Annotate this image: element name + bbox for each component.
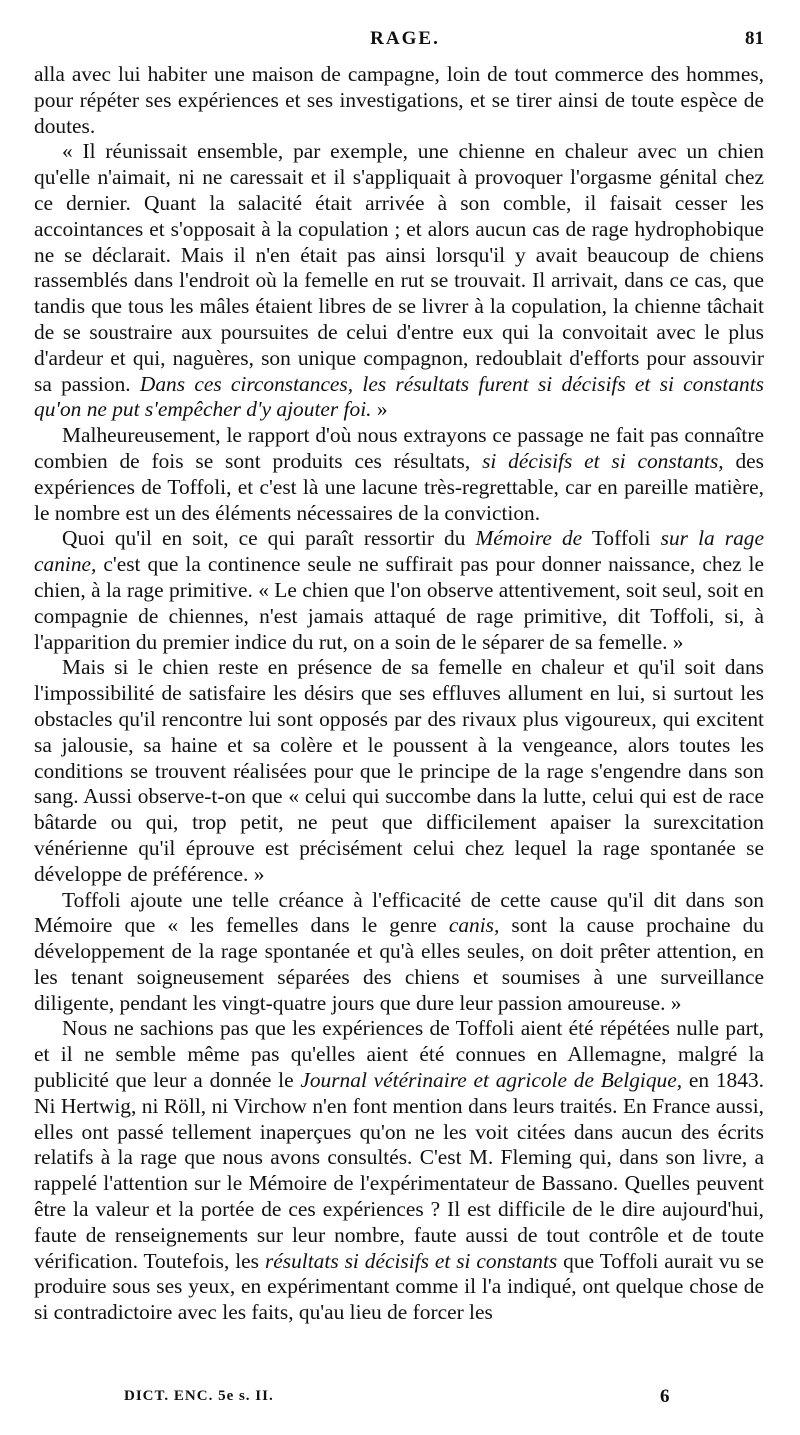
- paragraph-7-emphasis-2: résultats si décisifs et si constants: [264, 1248, 558, 1273]
- paragraph-7-text-b: en 1843. Ni Hertwig, ni Röll, ni Virchow n'en font mention dans leurs traités. En France aussi, elles ont passé tellement inaperçues qu'on ne les voit citées dans aucun des écrits relatifs à la rage que nous avons consultés. C'est M. Fleming qui, dans son livre, a rappelé l'attention sur le Mémoire de l'expérimentateur de Bassano. Quelles peuvent être la valeur et la portée de ces expériences ? Il est difficile de le dire aujourd'hui, faute de renseignements sur leur nombre, faute aussi de tout contrôle et de toute vérification. Toutefois, les: [34, 1068, 764, 1273]
- paragraph-7-emphasis-1: Journal vétérinaire et agricole de Belgique,: [300, 1068, 683, 1093]
- page-footer: [0, 1388, 800, 1414]
- running-title: RAGE.: [370, 28, 440, 49]
- paragraph-7-text-a: Nous ne sachions pas que les expériences de Toffoli aient été répétées nulle part, et il ne semble même pas qu'elles aient été connues en Allemagne, malgré la publicité que leur a donnée le: [34, 1016, 764, 1093]
- paragraph-4: [34, 526, 764, 655]
- paragraph-5: Mais si le chien reste en présence de sa femelle en chaleur et qu'il soit dans l'impossibilité de satisfaire les désirs que ses effluves allument en lui, si surtout les obstacles qu'il rencontre lui sont opposés par des rivaux plus vigoureux, qui excitent sa jalousie, sa haine et sa colère et le poussent à la vengeance, alors toutes les conditions se trouvent réalisées pour que le principe de la rage s'engendre dans son sang. Aussi observe-t-on que « celui qui succombe dans la lutte, celui qui est de race bâtarde ou qui, trop petit, ne peut que difficilement apaiser la surexcitation vénérienne qu'il éprouve est précisément celui chez lequel la rage spontanée se développe de préférence. »: [34, 655, 764, 886]
- paragraph-3-emphasis: si décisifs et si constants,: [482, 448, 724, 473]
- paragraph-6: [34, 888, 764, 1017]
- printer-signature: DICT. ENC. 5e s. II.: [124, 1388, 274, 1404]
- paragraph-2: [34, 139, 764, 423]
- paragraph-1: alla avec lui habiter une maison de campagne, loin de tout commerce des hommes, pour répéter ses expériences et ses investigations, et se tirer ainsi de toute espèce de doutes.: [34, 62, 764, 138]
- paragraph-2-close-quote: »: [376, 397, 388, 422]
- paragraph-4-emphasis-2: sur la rage canine,: [34, 526, 764, 577]
- paragraph-7-text-c: que Toffoli aurait vu se produire sous ses yeux, en expérimentant comme il l'a indiqué, ont quelque chose de si contradictoire avec les faits, qu'au lieu de forcer les: [34, 1248, 764, 1325]
- running-head: [0, 28, 800, 56]
- paragraph-3-text-b: des expériences de Toffoli, et c'est là une lacune très-regrettable, car en pareille matière, le nombre est un des éléments nécessaires de la conviction.: [34, 448, 764, 525]
- paragraph-6-emphasis: canis,: [448, 913, 500, 938]
- paragraph-2-emphasis: Dans ces circonstances, les résultats furent si décisifs et si constants qu'on ne put s'empêcher d'y ajouter foi.: [34, 371, 764, 422]
- page-number: 81: [745, 28, 764, 49]
- paragraph-4-text-b: Toffoli: [591, 526, 651, 551]
- sheet-mark: 6: [660, 1386, 670, 1407]
- paragraph-2-text: « Il réunissait ensemble, par exemple, une chienne en chaleur avec un chien qu'elle n'aimait, ni ne caressait et il s'appliquait à provoquer l'orgasme génital chez ce dernier. Quant la salacité était arrivée à son comble, il faisait cesser les accointances et s'opposait à la copulation ; et alors aucun cas de rage hydrophobique ne se déclarait. Mais il n'en était pas ainsi lorsqu'il y avait beaucoup de chiens rassemblés dans l'endroit où la femelle en rut se trouvait. Il arrivait, dans ce cas, que tandis que tous les mâles étaient libres de se livrer à la copulation, la chienne tâchait de se soustraire aux poursuites de celui d'entre eux qui la convoitait avec le plus d'ardeur et qui, naguères, son unique compagnon, redoublait d'efforts pour assouvir sa passion.: [34, 139, 764, 396]
- paragraph-4-emphasis-1: Mémoire de: [475, 526, 583, 551]
- paragraph-4-text-a: Quoi qu'il en soit, ce qui paraît ressortir du: [62, 526, 466, 551]
- paragraph-3: [34, 423, 764, 526]
- paragraph-3-text-a: Malheureusement, le rapport d'où nous extrayons ce passage ne fait pas connaître combien de fois se sont produits ces résultats,: [34, 423, 764, 473]
- body-text: [34, 62, 764, 1326]
- paragraph-6-text-a: Toffoli ajoute une telle créance à l'efficacité de cette cause qu'il dit dans son Mémoire que « les femelles dans le genre: [34, 887, 764, 938]
- paragraph-4-text-c: c'est que la continence seule ne suffirait pas pour donner naissance, chez le chien, à la rage primitive. « Le chien que l'on observe attentivement, soit seul, soit en compagnie de chiennes, n'est jamais attaqué de rage primitive, dit Toffoli, si, à l'apparition du premier indice du rut, on a soin de le séparer de sa femelle. »: [34, 552, 764, 654]
- paragraph-6-text-b: sont la cause prochaine du développement de la rage spontanée et qu'à elles seules, on doit prêter attention, en les tenant soigneusement séparées des chiens et soumises à une surveillance diligente, pendant les vingt-quatre jours que dure leur passion amoureuse. »: [34, 913, 764, 1015]
- paragraph-7: [34, 1016, 764, 1326]
